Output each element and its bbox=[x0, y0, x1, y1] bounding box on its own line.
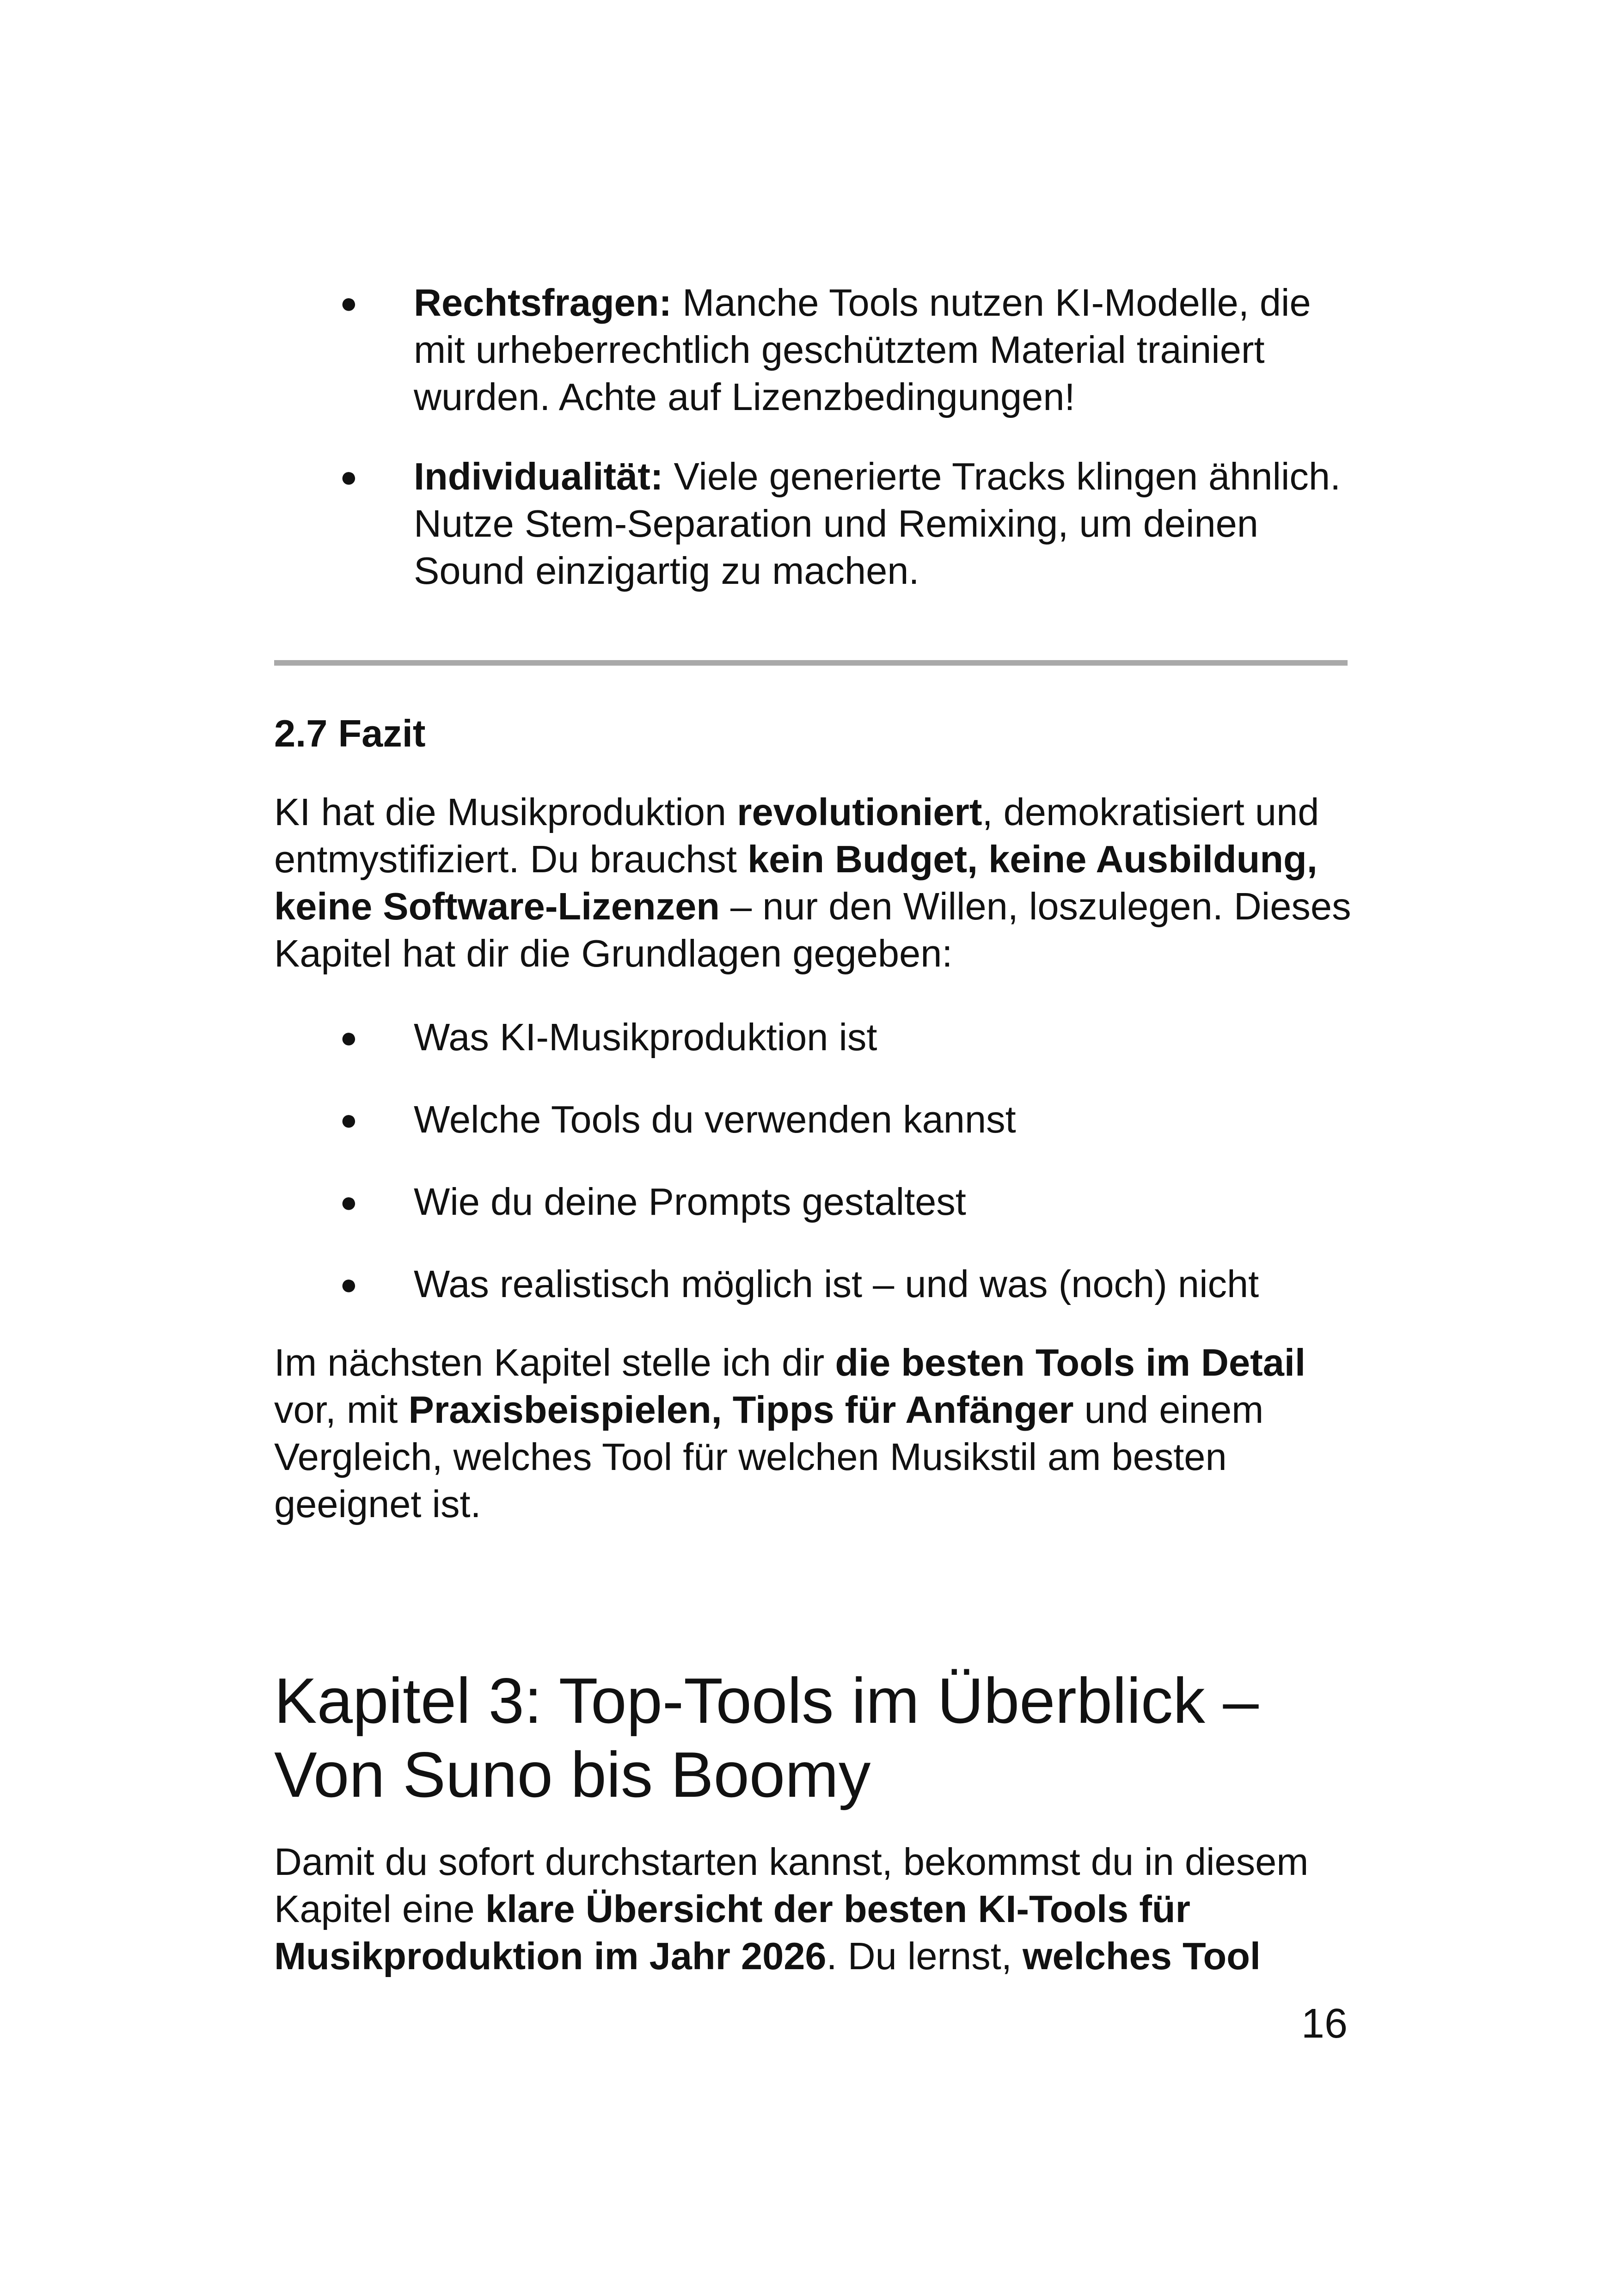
list-item bbox=[274, 1014, 1351, 1061]
bullet-icon: ● bbox=[340, 1021, 358, 1054]
list-item-text: Wie du deine Prompts gestaltest bbox=[414, 1180, 966, 1223]
bullet-icon: ● bbox=[340, 286, 358, 319]
list-item-text: Viele generierte Tracks klingen ähnlich. Nutze Stem-Separation und Remixing, um deinen Sound einzigartig zu machen. bbox=[414, 455, 1341, 592]
bullet-icon: ● bbox=[340, 1267, 358, 1301]
bullet-icon: ● bbox=[340, 1103, 358, 1136]
bullet-icon: ● bbox=[340, 1185, 358, 1218]
list-item-text: Was realistisch möglich ist – und was (noch) nicht bbox=[414, 1262, 1259, 1305]
list-item-term: Rechtsfragen: bbox=[414, 281, 672, 324]
section-paragraph-1: KI hat die Musikproduktion revolutioniert, demokratisiert und entmystifiziert. Du brauchst kein Budget, keine Ausbildung, keine Software-Lizenzen – nur den Willen, loszulegen. Dieses Kapitel hat dir die Grundlagen gegeben: bbox=[274, 790, 1351, 975]
section-divider bbox=[274, 660, 1348, 666]
summary-bullet-list bbox=[274, 1014, 1351, 1308]
list-item-text: Was KI-Musikproduktion ist bbox=[414, 1016, 877, 1059]
list-item bbox=[274, 1178, 1351, 1225]
page-number: 16 bbox=[1301, 2001, 1348, 2047]
list-item-text: Welche Tools du verwenden kannst bbox=[414, 1098, 1016, 1141]
list-item bbox=[274, 1096, 1351, 1143]
chapter-title: Kapitel 3: Top-Tools im Überblick – Von Suno bis Boomy bbox=[274, 1665, 1259, 1811]
intro-bullet-list bbox=[274, 279, 1351, 594]
list-item bbox=[274, 1261, 1351, 1308]
bullet-icon: ● bbox=[340, 460, 358, 493]
list-item bbox=[274, 279, 1351, 421]
chapter-intro-paragraph: Damit du sofort durchstarten kannst, bekommst du in diesem Kapitel eine klare Übersicht der besten KI-Tools für Musikproduktion im Jahr 2026. Du lernst, welches Tool bbox=[274, 1840, 1309, 1978]
list-item-text: Manche Tools nutzen KI-Modelle, die mit urheberrechtlich geschütztem Material trainiert wurden. Achte auf Lizenzbedingungen! bbox=[414, 281, 1311, 418]
section-paragraph-2: Im nächsten Kapitel stelle ich dir die besten Tools im Detail vor, mit Praxisbeispielen, Tipps für Anfänger und einem Vergleich, welches Tool für welchen Musikstil am besten geeignet ist. bbox=[274, 1341, 1306, 1525]
list-item bbox=[274, 453, 1351, 594]
list-item-term: Individualität: bbox=[414, 455, 663, 498]
section-heading: 2.7 Fazit bbox=[274, 712, 426, 755]
